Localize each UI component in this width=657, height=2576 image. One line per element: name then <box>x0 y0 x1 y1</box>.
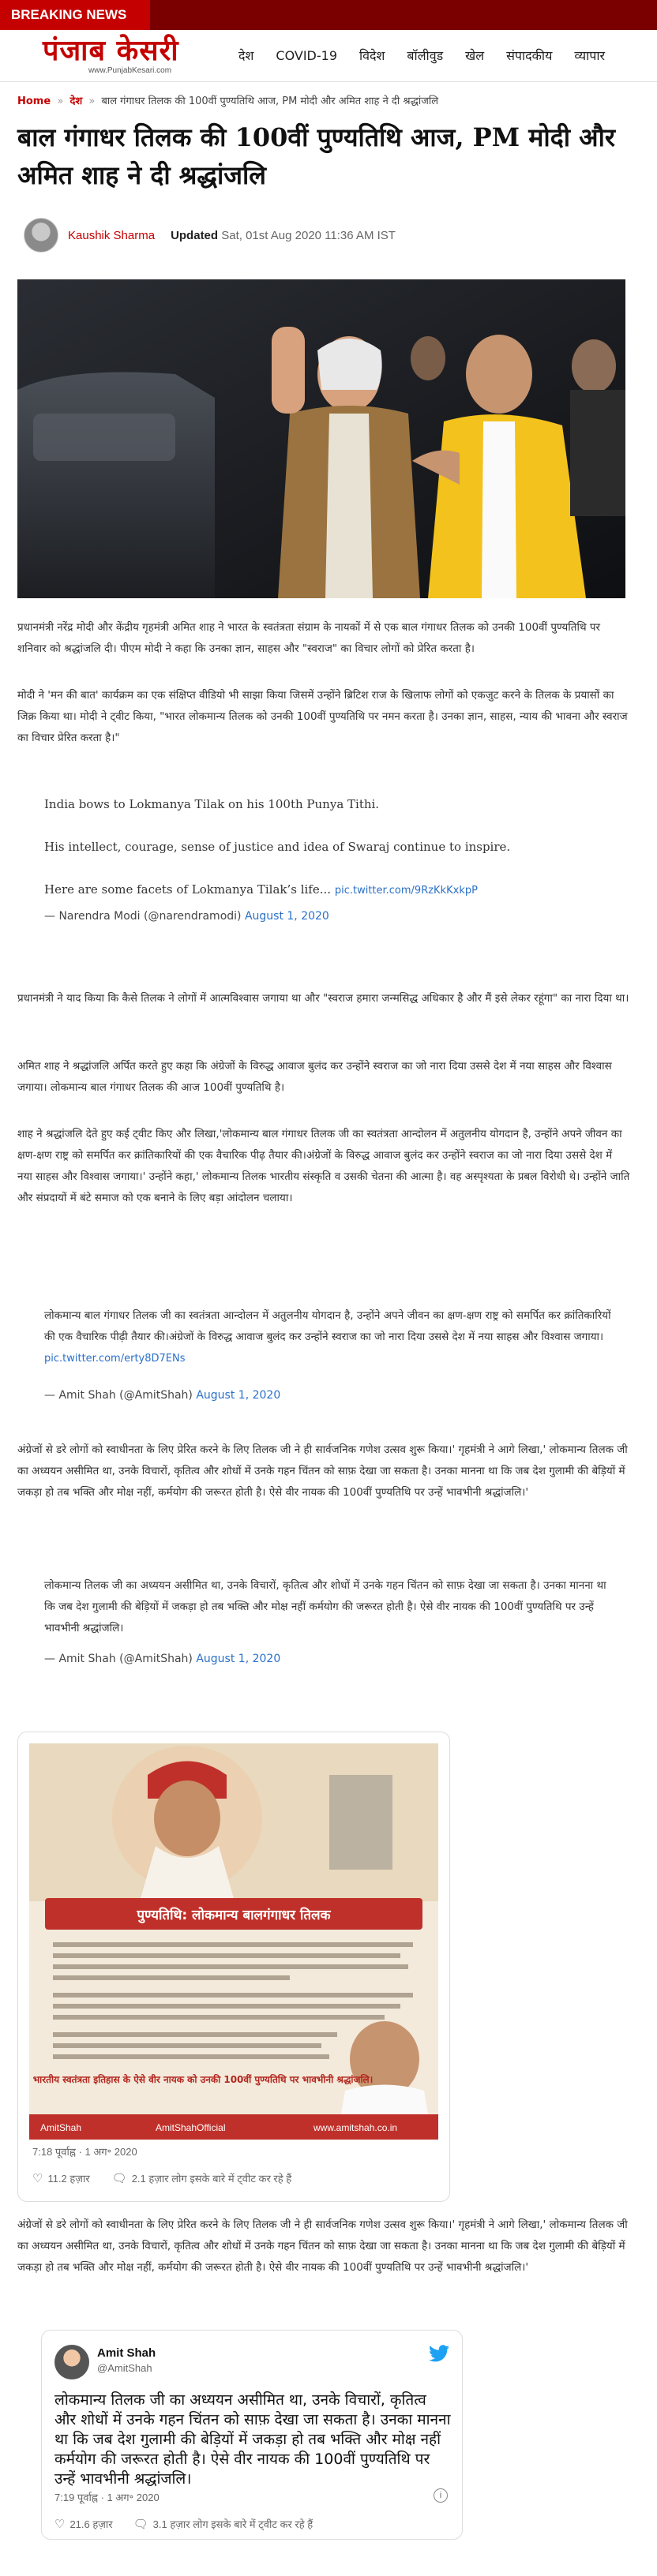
poster-caption: भारतीय स्वतंत्रता इतिहास के ऐसे वीर नायक को उनकी 100वीं पुण्यतिथि पर भावभीनी श्रद्धांजलि। <box>32 2074 374 2085</box>
twitter-embed-card-2[interactable] <box>41 2330 463 2540</box>
tweet-author-handle[interactable]: @AmitShah <box>97 2362 152 2374</box>
tweet-text-line: His intellect, courage, sense of justice and idea of Swaraj continue to inspire. <box>44 840 511 854</box>
updated-timestamp: Sat, 01st Aug 2020 11:36 AM IST <box>221 228 396 242</box>
tweet-timestamp[interactable]: 7:18 पूर्वाह्न · 1 अग॰ 2020 <box>32 2146 137 2158</box>
nav-item-videsh[interactable]: विदेश <box>359 48 385 63</box>
hero-photo-illustration <box>17 279 625 598</box>
tweet-text: Here are some facets of Lokmanya Tilak’s life... <box>44 882 332 897</box>
logo-text: पंजाब केसरी <box>43 35 179 67</box>
tweet-author-name[interactable]: Amit Shah <box>97 2346 156 2360</box>
tweet-date-link[interactable]: August 1, 2020 <box>196 1653 281 1665</box>
article-title: बाल गंगाधर तिलक की 100वीं पुण्यतिथि आज, PM मोदी और अमित शाह ने दी श्रद्धांजलि <box>17 122 615 190</box>
nav-item-desh[interactable]: देश <box>238 48 254 63</box>
nav-item-bollywood[interactable]: बॉलीवुड <box>407 48 444 63</box>
tweet-actions <box>54 2517 333 2531</box>
like-count: 21.6 हज़ार <box>69 2518 113 2530</box>
tweet-text-line <box>44 879 613 901</box>
embedded-tweet-shah-1 <box>44 1305 613 1406</box>
breaking-news-bar <box>0 0 657 30</box>
poster-footer-handle: AmitShah <box>40 2122 82 2133</box>
tweet-body: लोकमान्य तिलक जी का अध्ययन असीमित था, उनके विचारों, कृतित्व और शोधों में उनके गहन चिंतन को साफ़ देखा जा सकता है। उनका मानना था कि जब देश गुलामी की बेड़ियों में जकड़ा हो तब भक्ति और मोक्ष नहीं कर्मयोग की जरूरत होती है। ऐसे वीर नायक की 100वीं पुण्यतिथि पर उन्हें भावभीनी श्रद्धांजलि। <box>54 2391 451 2488</box>
tweet-body: लोकमान्य तिलक जी का अध्ययन असीमित था, उनके विचारों, कृतित्व और शोधों में उनके गहन चिंतन को साफ़ देखा जा सकता है। उनका मानना था कि जब देश गुलामी की बेड़ियों में जकड़ा हो तब भक्ति और मोक्ष नहीं कर्मयोग की जरूरत होती है। ऐसे वीर नायक की 100वीं पुण्यतिथि पर उन्हें भावभीनी श्रद्धांजलि। <box>44 1579 606 1634</box>
tweet-body: लोकमान्य बाल गंगाधर तिलक जी का स्वतंत्रता आन्दोलन में अतुलनीय योगदान है, उन्होंने अपने जीवन का क्षण-क्षण राष्ट्र को समर्पित कर क्रांतिकारियों की एक वैचारिक पीढ़ी तैयार की।अंग्रेजों के विरुद्ध आवाज बुलंद कर उन्होंने स्वराज का जो नारा दिया उससे देश में नया साहस और विश्वास जगाया। <box>44 1309 611 1343</box>
heart-icon: ♡ <box>54 2518 66 2531</box>
tweet-author: — Amit Shah (@AmitShah) <box>44 1653 193 1665</box>
main-nav <box>227 46 616 66</box>
conversation-text: 2.1 हज़ार लोग इसके बारे में ट्वीट कर रहे हैं <box>131 2173 292 2185</box>
comment-icon: 🗨 <box>111 2172 127 2185</box>
article-hero-image <box>17 279 625 598</box>
embedded-tweet-shah-2 <box>44 1575 613 1670</box>
tweet-actions <box>32 2171 313 2185</box>
tweet-author: — Amit Shah (@AmitShah) <box>44 1389 193 1402</box>
tweet-date-link[interactable]: August 1, 2020 <box>196 1389 281 1402</box>
info-icon[interactable]: i <box>434 2488 448 2503</box>
heart-icon: ♡ <box>32 2172 43 2185</box>
twitter-embed-card[interactable] <box>17 1732 450 2202</box>
tweet-date-link[interactable]: August 1, 2020 <box>244 910 329 923</box>
tweet-poster-image <box>29 1743 438 2140</box>
poster-footer-handle-2: AmitShahOfficial <box>156 2122 226 2133</box>
nav-item-covid[interactable]: COVID-19 <box>276 48 337 63</box>
breadcrumb-current: बाल गंगाधर तिलक की 100वीं पुण्यतिथि आज, PM मोदी और अमित शाह ने दी श्रद्धांजलि <box>101 95 439 107</box>
site-logo[interactable] <box>43 36 201 77</box>
author-avatar <box>24 218 58 253</box>
tweet-pic-link[interactable]: pic.twitter.com/erty8D7ENs <box>44 1353 186 1365</box>
tweet-attribution <box>44 906 613 927</box>
poster-footer-site: www.amitshah.co.in <box>313 2122 398 2133</box>
breadcrumb-separator: » <box>57 95 64 107</box>
twitter-bird-icon[interactable] <box>429 2345 449 2362</box>
like-count: 11.2 हज़ार <box>47 2173 90 2185</box>
like-action[interactable] <box>32 2171 90 2185</box>
tweet-author-avatar[interactable] <box>54 2345 89 2379</box>
conversation-text: 3.1 हज़ार लोग इसके बारे में ट्वीट कर रहे हैं <box>152 2518 313 2530</box>
article-paragraph-3: प्रधानमंत्री ने याद किया कि कैसे तिलक ने लोगों में आत्मविश्वास जगाया था और "स्वराज हमारा जन्मसिद्ध अधिकार है और मैं इसे लेकर रहूंगा" का नारा दिया था। <box>17 992 629 1005</box>
article-paragraph-2: मोदी ने 'मन की बात' कार्यक्रम का एक संक्षिप्त वीडियो भी साझा किया जिसमें उन्होंने ब्रिटिश राज के खिलाफ लोगों को एकजुट करने के तिलक के प्रयासों का जिक्र किया था। मोदी ने ट्वीट किया, "भारत लोकमान्य तिलक को उनकी 100वीं पुण्यतिथि पर नमन करता है। उनका ज्ञान, साहस, न्याय की भावना और स्वराज का विचार प्रेरित करता है।" <box>17 689 628 744</box>
article-paragraph-1: प्रधानमंत्री नरेंद्र मोदी और केंद्रीय गृहमंत्री अमित शाह ने भारत के स्वतंत्रता संग्राम के नायकों में से एक बाल गंगाधर तिलक को उनकी 100वीं पुण्यतिथि पर शनिवार को श्रद्धांजलि दी। पीएम मोदी ने कहा कि उनका ज्ञान, साहस और "स्वराज" का विचार लोगों को प्रेरित करता है। <box>17 621 601 655</box>
like-action[interactable] <box>54 2517 113 2531</box>
updated-time <box>171 229 396 242</box>
breaking-news-label: BREAKING NEWS <box>0 0 150 30</box>
embedded-tweet-modi <box>44 794 613 927</box>
conversation-action[interactable] <box>133 2517 313 2531</box>
author-name[interactable]: Kaushik Sharma <box>68 228 156 242</box>
nav-item-vyapar[interactable]: व्यापार <box>574 48 606 63</box>
tweet-text <box>44 1305 613 1369</box>
conversation-action[interactable] <box>112 2171 292 2185</box>
poster-illustration <box>29 1743 438 2140</box>
nav-item-khel[interactable]: खेल <box>465 48 485 63</box>
poster-title: पुण्यतिथि: लोकमान्य बालगंगाधर तिलक <box>137 1908 331 1923</box>
article-paragraph-6: अंग्रेजों से डरे लोगों को स्वाधीनता के लिए प्रेरित करने के लिए तिलक जी ने ही सार्वजनिक गणेश उत्सव शुरू किया।' गृहमंत्री ने आगे लिखा,' लोकमान्य तिलक जी का अध्ययन असीमित था, उनके विचारों, कृतित्व और शोधों में उनके गहन चिंतन को साफ़ देखा जा सकता है। उनका मानना था कि जब देश गुलामी की बेड़ियों में जकड़ा हो तब भक्ति और मोक्ष नहीं, कर्मयोग की जरूरत होती है। ऐसे वीर नायक की 100वीं पुण्यतिथि पर उन्हें भावभीनी श्रद्धांजलि।' <box>17 1443 628 1499</box>
article-paragraph-7: अंग्रेजों से डरे लोगों को स्वाधीनता के लिए प्रेरित करने के लिए तिलक जी ने ही सार्वजनिक गणेश उत्सव शुरू किया।' गृहमंत्री ने आगे लिखा,' लोकमान्य तिलक जी का अध्ययन असीमित था, उनके विचारों, कृतित्व और शोधों में उनके गहन चिंतन को साफ़ देखा जा सकता है। उनका मानना था कि जब देश गुलामी की बेड़ियों में जकड़ा हो तब भक्ति और मोक्ष नहीं, कर्मयोग की जरूरत होती है। ऐसे वीर नायक की 100वीं पुण्यतिथि पर उन्हें भावभीनी श्रद्धांजलि।' <box>17 2218 628 2274</box>
tweet-pic-link[interactable]: pic.twitter.com/9RzKkKxkpP <box>334 885 478 897</box>
tweet-timestamp[interactable]: 7:19 पूर्वाह्न · 1 अग॰ 2020 <box>54 2492 160 2503</box>
article-byline <box>24 218 396 253</box>
breadcrumb-section[interactable]: देश <box>69 95 83 107</box>
site-header <box>0 30 657 82</box>
tweet-author: — Narendra Modi (@narendramodi) <box>44 910 242 923</box>
comment-icon: 🗨 <box>133 2518 148 2531</box>
tweet-attribution <box>44 1385 613 1406</box>
tweet-text-line: India bows to Lokmanya Tilak on his 100th Punya Tithi. <box>44 797 380 811</box>
nav-item-sampadkiya[interactable]: संपादकीय <box>506 48 553 63</box>
article-paragraph-4: अमित शाह ने श्रद्धांजलि अर्पित करते हुए कहा कि अंग्रेजों के विरुद्ध आवाज बुलंद कर उन्होंने स्वराज का जो नारा दिया उससे देश में नया साहस और विश्वास जगाया। लोकमान्य बाल गंगाधर तिलक की आज 100वीं पुण्यतिथि है। <box>17 1060 612 1094</box>
logo-url: www.PunjabKesari.com <box>88 66 172 75</box>
breadcrumb-separator: » <box>88 95 96 107</box>
breadcrumb-home[interactable]: Home <box>17 95 51 107</box>
tweet-attribution <box>44 1649 613 1670</box>
updated-label: Updated <box>171 228 219 242</box>
breadcrumb <box>17 93 438 107</box>
article-paragraph-5: शाह ने श्रद्धांजलि देते हुए कई ट्वीट किए और लिखा,'लोकमान्य बाल गंगाधर तिलक जी का स्वतंत्रता आन्दोलन में अतुलनीय योगदान है, उन्होंने अपने जीवन का क्षण-क्षण राष्ट्र को समर्पित कर क्रांतिकारियों की एक वैचारिक पीढ़ तैयार की।अंग्रेजों के विरुद्ध आवाज बुलंद कर उन्होंने स्वराज का जो नारा दिया उससे देश में नया साहस और विश्वास जगाया।' उन्होंने कहा,' लोकमान्य तिलक भारतीय संस्कृति व उसकी चेतना की आत्मा है। वह अस्पृश्यता के प्रबल विरोधी थे। उन्होंने जाति और संप्रदायों में बंटे समाज को एक बनाने के लिए बड़ा आंदोलन चलाया। <box>17 1128 630 1204</box>
